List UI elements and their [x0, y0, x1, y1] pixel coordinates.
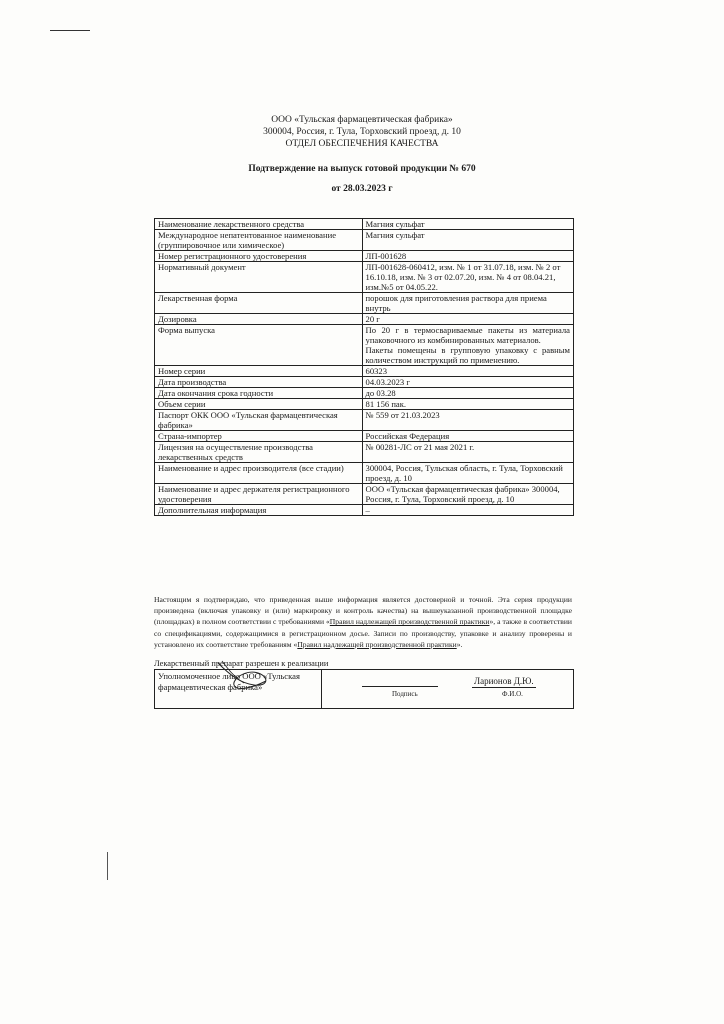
table-row: [155, 262, 574, 293]
table-row: [155, 325, 574, 366]
row-value: ООО «Тульская фармацевтическая фабрика» 300004, Россия, г. Тула, Торховский проезд, д. 10: [362, 484, 573, 505]
row-value: Магния сульфат: [362, 219, 573, 230]
release-form-text: По 20 г в термосвариваемые пакеты из материала упаковочного из комбинированных материалов.: [365, 325, 570, 345]
approval-note: Лекарственный препарат разрешен к реализации: [154, 659, 329, 668]
row-label: Нормативный документ: [155, 262, 363, 293]
gmp-rules-reference: Правил надлежащей производственной практики: [297, 639, 457, 649]
table-row: [155, 377, 574, 388]
table-row: [155, 442, 574, 463]
row-label: Наименование и адрес держателя регистрационного удостоверения: [155, 484, 363, 505]
row-label: Международное непатентованное наименование (группировочное или химическое): [155, 230, 363, 251]
table-row: [155, 219, 574, 230]
org-name: ООО «Тульская фармацевтическая фабрика»: [271, 115, 453, 125]
statement-text: ».: [456, 639, 463, 649]
scan-mark: [50, 30, 90, 31]
row-value: 300004, Россия, Тульская область, г. Тула, Торховский проезд, д. 10: [362, 463, 573, 484]
row-value: Магния сульфат: [362, 230, 573, 251]
row-label: Дозировка: [155, 314, 363, 325]
table-row: [155, 293, 574, 314]
table-row: [155, 463, 574, 484]
scan-mark: [107, 852, 108, 880]
row-label: Лицензия на осуществление производства лекарственных средств: [155, 442, 363, 463]
signer-name: Ларионов Д.Ю.: [474, 676, 534, 686]
document-title: Подтверждение на выпуск готовой продукции № 670: [248, 164, 476, 174]
row-label: Объем серии: [155, 399, 363, 410]
signature-caption: Подпись: [392, 690, 418, 698]
confirmation-statement: [154, 594, 572, 650]
row-value: 20 г: [362, 314, 573, 325]
row-value: 04.03.2023 г: [362, 377, 573, 388]
row-label: Дополнительная информация: [155, 505, 363, 516]
row-value: № 559 от 21.03.2023: [362, 410, 573, 431]
table-row: [155, 388, 574, 399]
handwritten-signature: [210, 655, 280, 695]
row-label: Дата окончания срока годности: [155, 388, 363, 399]
org-address: 300004, Россия, г. Тула, Торховский проезд, д. 10: [263, 127, 461, 137]
statement-text: Настоящим я подтверждаю, что приведенная выше информация является достоверной и точной. Эта серия продукции произведена (включая упаковку и (или) маркировку и контроль качества) на вышеуказанной производственной площадке (площадках) в полном соответствии с требованиями «: [154, 595, 572, 627]
department-name: ОТДЕЛ ОБЕСПЕЧЕНИЯ КАЧЕСТВА: [285, 139, 439, 149]
row-value: Российская Федерация: [362, 431, 573, 442]
document-date: от 28.03.2023 г: [331, 184, 393, 194]
name-caption: Ф.И.О.: [502, 690, 523, 698]
release-form-text: Пакеты помещены в групповую упаковку с равным количеством инструкций по применению.: [365, 345, 570, 365]
row-label: Паспорт ОКК ООО «Тульская фармацевтическая фабрика»: [155, 410, 363, 431]
table-row: [155, 251, 574, 262]
row-value: № 00281-ЛС от 21 мая 2021 г.: [362, 442, 573, 463]
row-label: Лекарственная форма: [155, 293, 363, 314]
row-value: –: [362, 505, 573, 516]
table-row: [155, 230, 574, 251]
gmp-rules-reference: Правил надлежащей производственной практики: [329, 617, 490, 627]
table-row: [155, 484, 574, 505]
signature-line: [362, 686, 438, 687]
row-label: Дата производства: [155, 377, 363, 388]
row-value: ЛП-001628: [362, 251, 573, 262]
row-label: Наименование и адрес производителя (все стадии): [155, 463, 363, 484]
row-value: [362, 325, 573, 366]
row-label: Наименование лекарственного средства: [155, 219, 363, 230]
authorized-person: Уполномоченное лицо ООО «Тульская фармацевтическая фабрика»: [155, 670, 322, 709]
row-value: 81 156 пак.: [362, 399, 573, 410]
row-value: 60323: [362, 366, 573, 377]
row-label: Номер серии: [155, 366, 363, 377]
row-label: Страна-импортер: [155, 431, 363, 442]
table-row: [155, 431, 574, 442]
table-row: [155, 399, 574, 410]
signature-cell: [322, 670, 574, 709]
table-row: [155, 505, 574, 516]
row-value: ЛП-001628-060412, изм. № 1 от 31.07.18, изм. № 2 от 16.10.18, изм. № 3 от 02.07.20, изм. № 4 от 08.04.21, изм.№5 от 04.05.22.: [362, 262, 573, 293]
table-row: [155, 366, 574, 377]
table-row: [155, 314, 574, 325]
row-label: Форма выпуска: [155, 325, 363, 366]
row-value: до 03.28: [362, 388, 573, 399]
row-label: Номер регистрационного удостоверения: [155, 251, 363, 262]
statement-text: », а также в соответствии со спецификациями, содержащимися в регистрационном досье. Записи по производству, упаковке и анализу проверены и установлено их соответствие требованиям «: [154, 617, 572, 649]
product-info-table: [154, 218, 574, 516]
row-value: порошок для приготовления раствора для приема внутрь: [362, 293, 573, 314]
table-row: [155, 410, 574, 431]
